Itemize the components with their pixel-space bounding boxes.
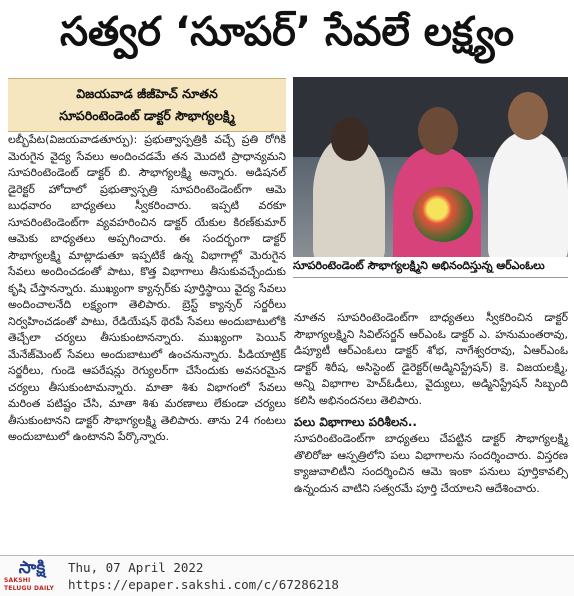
photo-caption: సూపరింటెండెంట్ సౌభాగ్యలక్ష్మిని అభినందిస్తున్న ఆర్‌ఎంఓలు <box>293 258 568 278</box>
article-paragraph-inspection: సూపరింటెండెంట్‌గా బాధ్యతలు చేపట్టిన డాక్టర్ సౌభాగ్యలక్ష్మి తొలిరోజు ఆస్పత్రిలోని పలు విభాగాలను సందర్శించారు. విస్తరణ క్యాజువాలిటీని సందర్శించిన ఆమె ఇంకా పనులు పూర్తికావల్సి ఉన్నందున వాటిని సత్వరమే పూర్తి చేయాలని ఆదేశించారు. <box>294 432 568 495</box>
section-heading: పలు విభాగాలు పరిశీలన.. <box>294 415 417 429</box>
epaper-link[interactable]: https://epaper.sakshi.com/c/67286218 <box>68 577 339 592</box>
footer-bar <box>0 555 574 596</box>
subheadline-box <box>8 78 286 132</box>
article-paragraph-rmo: నూతన సూపరింటెండెంట్‌గా బాధ్యతలు స్వీకరించిన డాక్టర్ సౌభాగ్యలక్ష్మిని సివిల్‌సర్జన్ ఆర్‌ఎంఓ డాక్టర్ ఎ. హనుమంతరావు, డిప్యూటీ ఆర్‌ఎంఓలు డాక్టర్ శోభ, నాగేశ్వరరావు, ఏఆర్‌ఎంఓ డాక్టర్ శిరీష, అసిస్టెంట్ డైరెక్టర్(అడ్మినిస్ట్రేషన్) కె. విజయలక్ష్మి, అన్ని విభాగాల హెచ్‌ఓడీలు, వైద్యులు, అడ్మినిస్ట్రేషన్ సిబ్బంది కలిసి అభినందనలు తెలిపారు. <box>294 311 568 407</box>
photo-person-right <box>488 132 568 257</box>
logo-mark: సాక్షి <box>18 558 46 578</box>
article-right-column <box>294 310 568 497</box>
flower-bouquet <box>413 187 473 242</box>
sakshi-logo[interactable] <box>4 560 60 592</box>
article-photo <box>293 77 568 257</box>
publication-date: Thu, 07 April 2022 <box>68 560 204 575</box>
subheadline-line-1: విజయవాడ జీజీహెచ్ నూతన <box>76 86 218 101</box>
headline: సత్వర ‘సూపర్’ సేవలే లక్ష్యం <box>59 9 515 55</box>
footer-meta <box>68 559 339 593</box>
subheadline-line-2: సూపరింటెండెంట్ డాక్టర్ సౌభాగ్యలక్ష్మి <box>59 108 235 123</box>
article-paragraph: లబ్బీపేట(విజయవాడతూర్పు): ప్రభుత్వాస్పత్రికి వచ్చే ప్రతి రోగికి మెరుగైన వైద్య సేవలు అందించడమే తన మొదటి ప్రాధాన్యమని సూపరింటెండెంట్ డాక్టర్ బి. సౌభాగ్యలక్ష్మి అన్నారు. అడిషనల్ డైరెక్టర్ హోదాలో ప్రభుత్వాస్పత్రి సూపరింటెండెంట్‌గా ఆమె బుధవారం బాధ్యతలు స్వీకరించారు. ఇప్పటి వరకూ సూపరింటెండెంట్‌గా వ్యవహరించిన డాక్టర్ యేకుల కిరణ్‌కుమార్ ఆమెకు బాధ్యతలు అప్పగించారు. ఈ సందర్భంగా డాక్టర్ సౌభాగ్యలక్ష్మి మాట్లాడుతూ ఇప్పటికే ఉన్న విభాగాల్లో మెరుగైన సేవలు అందించడంతో పాటు, కొత్త విభాగాలు తీసుకువచ్చేందుకు కృషి చేస్తానన్నారు. ముఖ్యంగా క్యాన్సర్‌కు పూర్తిస్థాయి వైద్య సేవలు అందించాలనేది లక్ష్యంగా తెలిపారు. బ్రెస్ట్ క్యాన్సర్ సర్జరీలు నిర్వహించడంతో పాటు, రేడియేషన్ థెరపీ సేవలు అందుబాటులోకి తెచ్చేలా చర్యలు తీసుకుంటానన్నారు. ముఖ్యంగా పెయిన్ మేనేజ్‌మెంట్ సేవలు అందుబాటులో ఉంచనున్నారు. పీడియాట్రిక్ సర్జరీలు, గుండె ఆపరేషన్లు రెగ్యులర్‌గా చేసేందుకు అవసరమైన చర్యలు తీసుకుంటామన్నారు. మాతా శిశు విభాగంలో సేవలు మరింత పటిష్టం చేసి, మాతా శిశు మరణాలు లేకుండా చర్యలు తీసుకుంటానని డాక్టర్ సౌభాగ్యలక్ష్మి తెలిపారు. తాను 24 గంటలు అందుబాటులో ఉంటానని పేర్కొన్నారు. <box>8 133 286 443</box>
logo-subtitle: SAKSHI TELUGU DAILY <box>4 577 55 592</box>
article-left-column <box>8 132 286 446</box>
